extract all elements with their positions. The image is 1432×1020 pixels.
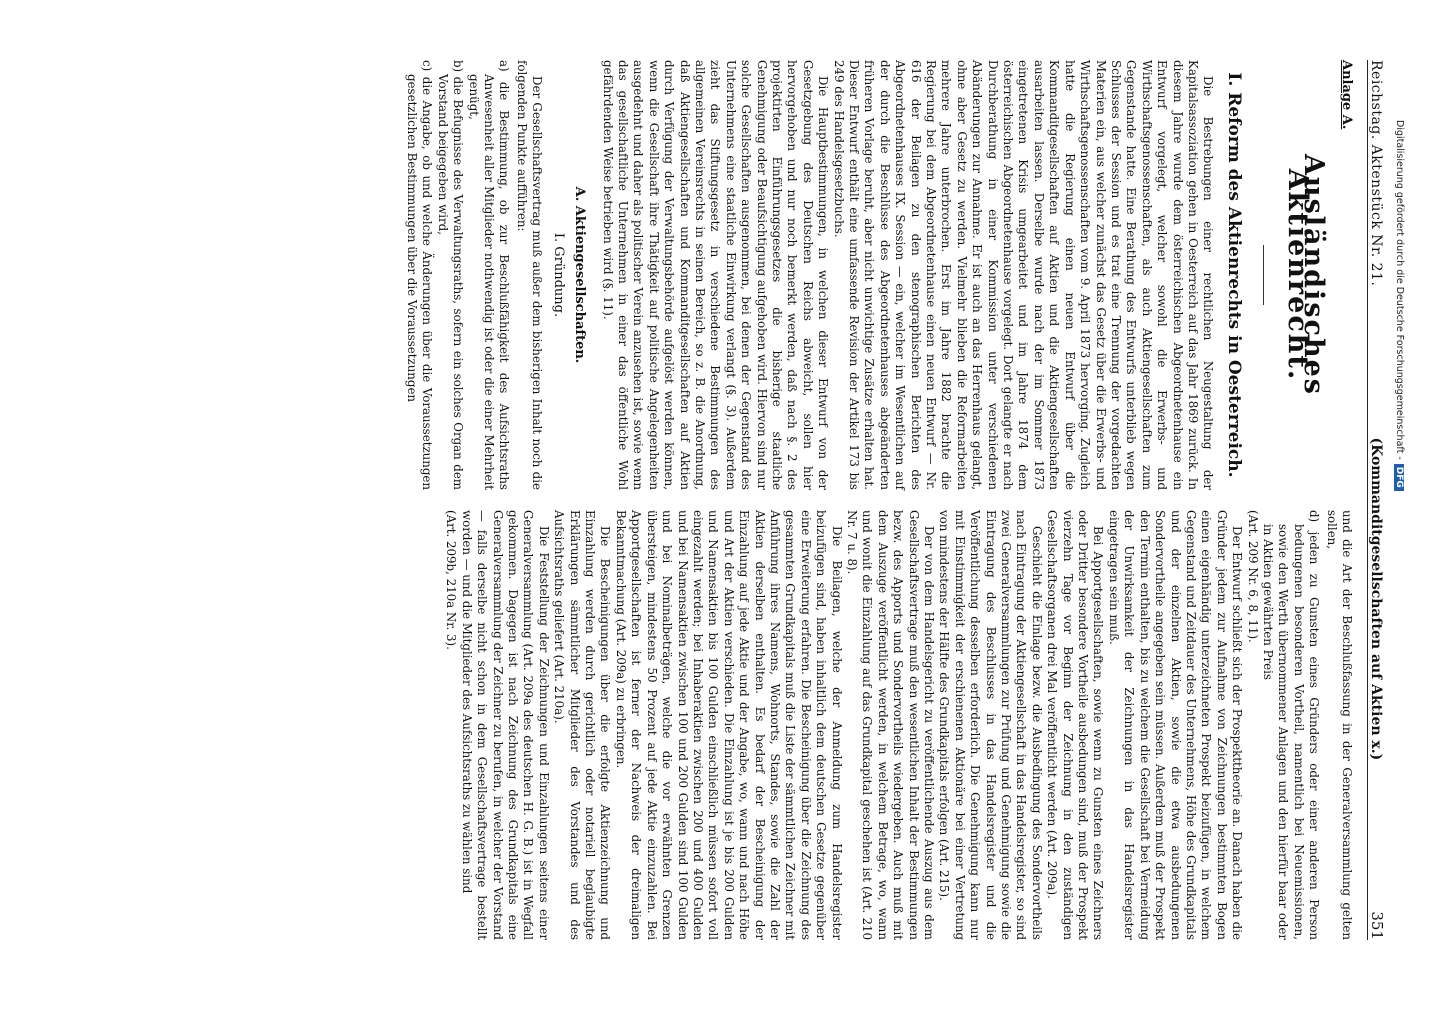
credit-text: Digitalisierung gefördert durch die Deutsche Forschungsgemeinschaft - bbox=[1394, 120, 1405, 460]
paragraph: Die Bestrebungen einer rechtlichen Neugestaltung der Kapitalsassoziation gehen in Oesterreich auf das Jahr 1869 zurück. In diesem Jahre wurde dem österreichischen Abgeordnetenhause ein Entwurf vorgelegt, welcher sowohl die Erwerbs- und Wirthschaftsgenossenschaften, als auch Aktiengesellschaften zum Gegenstande hatte. Eine Berathung des Entwurfs unterblieb wegen Schlusses der Session und es trat eine Trennung der vorgedachten Materien ein, aus welcher zunächst das Gesetz über die Erwerbs- und Wirthschaftsgenossenschaften vom 9. April 1873 hervorging. Zugleich hatte die Regierung einen neuen Entwurf über die Kommanditgesellschaften auf Aktien und die Aktiengesellschaften ausarbeiten lassen. Derselbe wurde nach der im Sommer 1873 eingetretenen Krisis umgearbeitet und im Jahre 1874 dem österreichischen Abgeordnetenhause vorgelegt. Dort gelangte er nach Durchberathung in einer Kommission unter verschiedenen Abänderungen zur Annahme. Er ist auch an das Herrenhaus gelangt, ohne aber Gesetz zu werden. Vielmehr blieben die Reformarbeiten mehrere Jahre unterbrochen. Erst im Jahre 1882 brachte die Regierung bei dem Abgeordnetenhause einen neuen Entwurf — Nr. 616 der Beilagen zu den stenographischen Berichten des Abgeordnetenhauses IX. Session — ein, welcher im Wesentlichen auf der durch die Beschlüsse des Abgeordnetenhauses abgeänderten früheren Vorlage beruht, aber nicht unwichtige Zusätze erhalten hat. Dieser Entwurf enthält eine umfassende Revision der Artikel 173 bis 249 des Handelsgesetzbuchs. bbox=[831, 60, 1216, 490]
right-column bbox=[443, 510, 1354, 940]
paragraph: Die Bescheinigungen über die erfolgte Aktienzeichnung und Einzahlung werden durch gerichtlich oder notariell beglaubigte Erklärungen sämmtlicher Mitglieder des Vorstandes und des Aufsichtsraths geliefert (Art. 210a). bbox=[552, 510, 613, 940]
list-item: a) die Bestimmung, ob zur Beschlußfähigkeit des Aufsichtsraths Anwesenheit aller Mitglieder nothwendig ist oder die einer Mehrheit genügt, bbox=[466, 60, 512, 490]
paragraph: Die Feststellung der Zeichnungen und Einzahlungen seitens einer Generalversammlung (Art. 209a des deutschen H. G. B.) ist in Wegfall gekommen. Dagegen ist nach Zeichnung des Grundkapitals eine Generalversammlung der Zeichner zu berufen, in welcher der Vorstand — falls derselbe nicht schon in dem Gesellschaftsvertrage bestellt worden — und die Mitglieder des Aufsichtsraths zu wählen sind bbox=[459, 510, 551, 940]
paragraph: Die Beilagen, welche der Anmeldung zum Handelsregister beizufügen sind, haben inhaltlich dem deutschen Gesetze gegenüber eine Erweiterung erfahren. Die Bescheinigung über die Zeichnung des gesammten Grundkapitals muß die Liste der sämmtlichen Zeichner mit Anführung ihres Namens, Wohnorts, Standes, sowie die Zahl der Aktien derselben enthalten. Es bedarf der Bescheinigung der Einzahlung auf jede Aktie und der Angabe, wo, wann und nach Höhe und Art der Aktien verschieden. Die Einzahlung ist je bis 200 Gulden und Namensaktien bis 100 Gulden einschließlich müssen sofort voll eingezahlt werden; bei Inhaberaktien zwischen 200 und 400 Gulden und bei Namensaktien zwischen 100 und 200 Gulden sind 100 Gulden und bei Nominalbeträgen, welche die vor erwähnten Grenzen übersteigen, mindestens 50 Prozent auf jede Aktie einzuzahlen. Bei Apportgesellschaften ist ferner der Nachweis der dreimaligen Bekanntmachung (Art. 209a) zu erbringen. bbox=[613, 510, 844, 940]
clause-list bbox=[404, 60, 512, 490]
header-left: Reichstag. Aktenstück Nr. 21. bbox=[1368, 60, 1384, 287]
clause-list bbox=[1260, 510, 1322, 940]
left-column bbox=[404, 60, 1354, 490]
paragraph: Bei Apportgesellschaften, sowie wenn zu Gunsten eines Zeichners oder Dritter besondere Vortheile ausbedungen sind, muß der Prospekt vierzehn Tage vor Beginn der Zeichnung in den zuständigen Gesellschaftsorganen drei Mal veröffentlicht werden (Art. 209a). bbox=[1045, 510, 1106, 940]
paragraph: Der Entwurf schließt sich der Prospekttheorie an. Danach haben die Gründer jedem zur Aufnahme von Zeichnungen bestimmten Bogen einen eigenhändig unterzeichneten Prospekt beizufügen, in welchem Gegenstand und Zeitdauer des Unternehmens, Höhe des Grundkapitals und der einzelnen Aktien, sowie die etwa ausbedungenen Sondervortheile angegeben sein müssen. Außerdem muß der Prospekt den Termin enthalten, bis zu welchem die Gesellschaft bei Vermeidung der Unwirksamkeit der Zeichnungen in das Handelsregister eingetragen sein muß. bbox=[1106, 510, 1245, 940]
article-reference: (Art. 209 Nr. 6, 8, 11). bbox=[1245, 510, 1260, 643]
paragraph: Der von dem Handelsgericht zu veröffentlichende Auszug aus dem Gesellschaftsvertrage muß den wesentlichen Inhalt der Bestimmungen bezw. des Apports und Sondervortheils wiedergeben. Auch muß mit dem Auszuge veröffentlicht werden, in welchem Betrage, wo, wann und wonit die Einzahlung auf das Grundkapital geschehen ist (Art. 210 Nr. 7 u. 8). bbox=[845, 510, 937, 940]
subsection-title: A. Aktiengesellschaften. bbox=[572, 186, 588, 364]
anlage-label: Anlage A. bbox=[1339, 60, 1354, 130]
list-item: b) die Befugnisse des Verwaltungsraths, sofern ein solches Organ dem Vorstand beigegeben wird, bbox=[435, 60, 466, 490]
list-item: c) die Angabe, ob und welche Änderungen über die Voraussetzungen gesetzlichen Bestimmungen über die Voraussetzungen bbox=[405, 60, 435, 490]
dfg-logo: DFG bbox=[1394, 464, 1404, 491]
paragraph: Geschieht die Einlage bezw. die Ausbedingung des Sondervortheils nach Eintragung der Aktiengesellschaft in das Handelsregister, so sind zwei Generalversammlungen zur Prüfung und Genehmigung sowie die Eintragung des Beschlusses in das Handelsregister und die Veröffentlichung desselben erforderlich. Die Genehmigung kann nur mit Einstimmigkeit der erschienenen Aktionäre bei einer Vertretung von mindestens der Hälfte des Grundkapitals erfolgen (Art. 215). bbox=[937, 510, 1044, 940]
section-title: I. Reform des Aktienrechts in Oesterreich. bbox=[1223, 72, 1244, 478]
document-title: Ausländisches Aktienrecht. bbox=[1282, 154, 1329, 396]
digitization-credit bbox=[1385, 120, 1405, 1020]
paragraph: Die Hauptbestimmungen, in welchen dieser Entwurf von der Gesetzgebung des Deutschen Reichs abweicht, sollen hier hervorgehoben und nur noch bemerkt werden, daß nach §. 2 des projektirten Einführungsgesetzes die bisherige staatliche Genehmigung oder Beaufsichtigung aufgehoben wird. Hiervon sind nur solche Gesellschaften ausgenommen, bei denen der Gegenstand des Unternehmens eine staatliche Einwirkung verlangt (§. 3). Außerdem zieht das Stiftungsgesetz in verschiedene Bestimmungen des allgemeinen Vereinsrechts in seinen Bereich, so z. B. die Anordnung, daß Aktiengesellschaften und Kommanditgesellschaften auf Aktien durch Verfügung der Verwaltungsbehörde aufgelöst werden können, wenn die Gesellschaft ihre Thätigkeit auf politische Angelegenheiten ausgedehnt und daher als politischer Verein anzusehen ist, sowie wenn das gesellschaftliche Unternehmen in einer das öffentliche Wohl gefährdenden Weise betrieben wird (§. 11). bbox=[600, 60, 831, 490]
page-number: 351 bbox=[1368, 911, 1386, 940]
article-reference: (Art. 209b, 210a Nr. 3). bbox=[444, 510, 459, 650]
paragraph: und die Art der Beschlußfassung in der Generalversammlung gelten sollen, bbox=[1324, 510, 1354, 940]
subsubsection-title: I. Gründung. bbox=[550, 232, 566, 318]
title-rule bbox=[1263, 245, 1264, 305]
list-item: d) jeden zu Gunsten eines Gründers oder einer anderen Person bedungenen besonderen Vortheil, namentlich bei Neuemissionen, sowie den Werth übernommener Anlagen und den hierfür baar oder in Aktien gewährten Preis bbox=[1260, 510, 1322, 940]
header-center: (Kommanditgesellschaften auf Aktien x.) bbox=[1368, 437, 1384, 761]
paragraph: Der Gesellschaftsvertrag muß außer dem bisherigen Inhalt noch die folgenden Punkte aufführen: bbox=[514, 60, 545, 490]
